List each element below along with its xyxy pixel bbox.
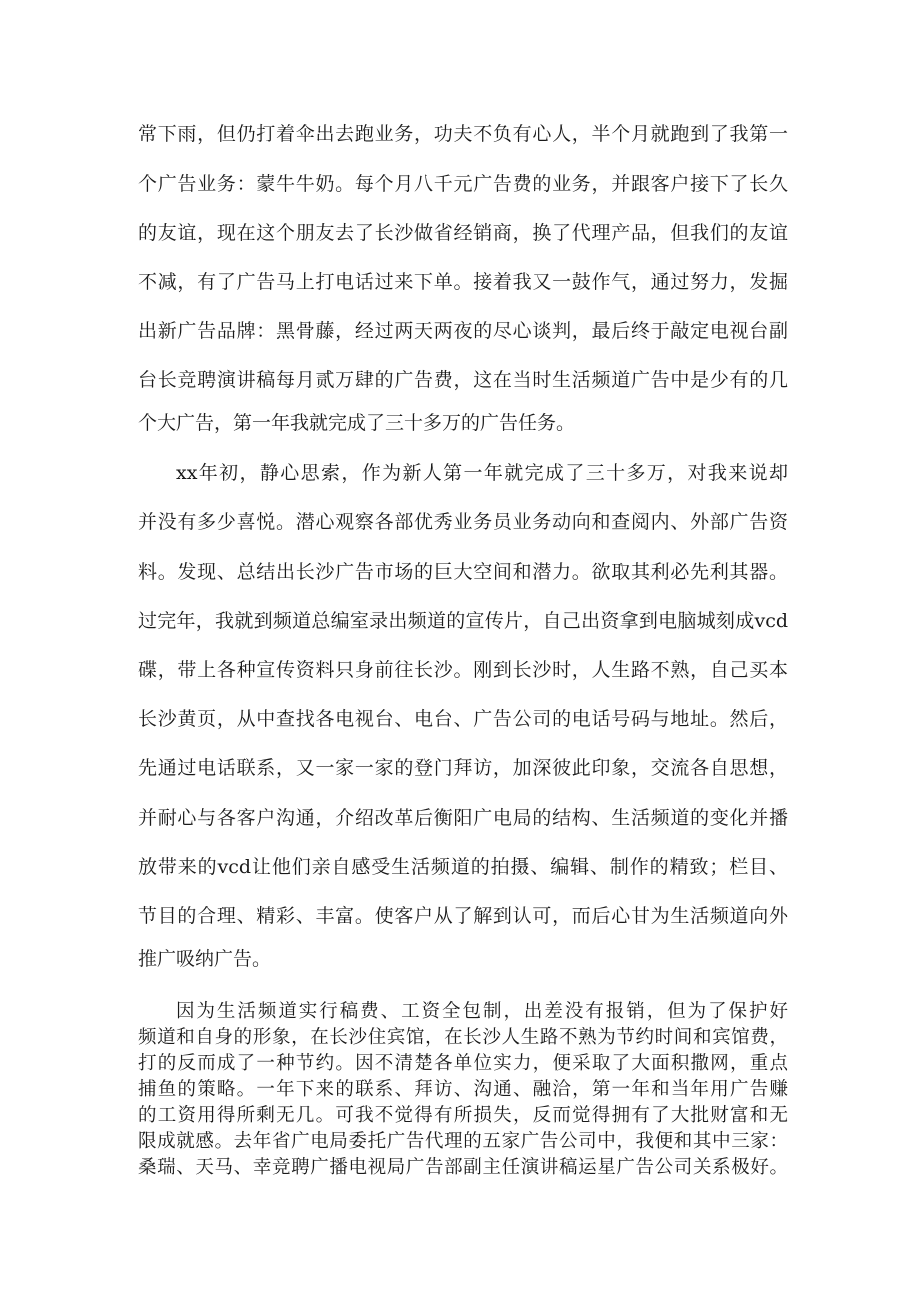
- text-line: 的友谊，现在这个朋友去了长沙做省经销商，换了代理产品，但我们的友谊: [138, 222, 788, 244]
- text-line: 常下雨，但仍打着伞出去跑业务，功夫不负有心人，半个月就跑到了我第一: [138, 123, 788, 145]
- text-line: 限成就感。去年省广电局委托广告代理的五家广告公司中，我便和其中三家：: [138, 1131, 788, 1152]
- text-line: 不减，有了广告马上打电话过来下单。接着我又一鼓作气，通过努力，发掘: [138, 271, 788, 293]
- text-line: 个广告业务：蒙牛牛奶。每个月八千元广告费的业务，并跟客户接下了长久: [138, 173, 788, 195]
- text-line: 节目的合理、精彩、丰富。使客户从了解到认可，而后心甘为生活频道向外: [138, 905, 788, 927]
- text-line: 并耐心与各客户沟通，介绍改革后衡阳广电局的结构、生活频道的变化并播: [138, 807, 788, 829]
- text-line: 桑瑞、天马、幸竞聘广播电视局广告部副主任演讲稿运星广告公司关系极好。: [138, 1157, 788, 1178]
- text-line: 先通过电话联系，又一家一家的登门拜访，加深彼此印象，交流各自思想，: [138, 757, 788, 779]
- text-line: 并没有多少喜悦。潜心观察各部优秀业务员业务动向和查阅内、外部广告资: [138, 511, 788, 533]
- text-line: 打的反而成了一种节约。因不清楚各单位实力，便采取了大面积撒网，重点: [138, 1053, 788, 1074]
- text-line: 料。发现、总结出长沙广告市场的巨大空间和潜力。欲取其利必先利其器。: [138, 561, 788, 583]
- text-line: 个大广告，第一年我就完成了三十多万的广告任务。: [138, 412, 576, 434]
- text-line: 频道和自身的形象，在长沙住宾馆，在长沙人生路不熟为节约时间和宾馆费，: [138, 1027, 788, 1048]
- text-line: 推广吸纳广告。: [138, 948, 272, 970]
- text-line: 捕鱼的策略。一年下来的联系、拜访、沟通、融洽，第一年和当年用广告赚: [138, 1079, 788, 1100]
- text-line: 过完年，我就到频道总编室录出频道的宣传片，自己出资拿到电脑城刻成vcd: [138, 610, 788, 632]
- text-line: 台长竞聘演讲稿每月贰万肆的广告费，这在当时生活频道广告中是少有的几: [138, 369, 788, 391]
- text-line: 出新广告品牌：黑骨藤，经过两天两夜的尽心谈判，最后终于敲定电视台副: [138, 320, 788, 342]
- text-line: 长沙黄页，从中查找各电视台、电台、广告公司的电话号码与地址。然后，: [138, 708, 788, 730]
- text-line: 的工资用得所剩无几。可我不觉得有所损失，反而觉得拥有了大批财富和无: [138, 1105, 788, 1126]
- text-line: 碟，带上各种宣传资料只身前往长沙。刚到长沙时，人生路不熟，自己买本: [138, 659, 788, 681]
- text-line: xx年初，静心思索，作为新人第一年就完成了三十多万，对我来说却: [176, 462, 788, 484]
- text-line: 因为生活频道实行稿费、工资全包制，出差没有报销，但为了保护好: [176, 1001, 788, 1022]
- text-line: 放带来的vcd让他们亲自感受生活频道的拍摄、编辑、制作的精致；栏目、: [138, 856, 788, 878]
